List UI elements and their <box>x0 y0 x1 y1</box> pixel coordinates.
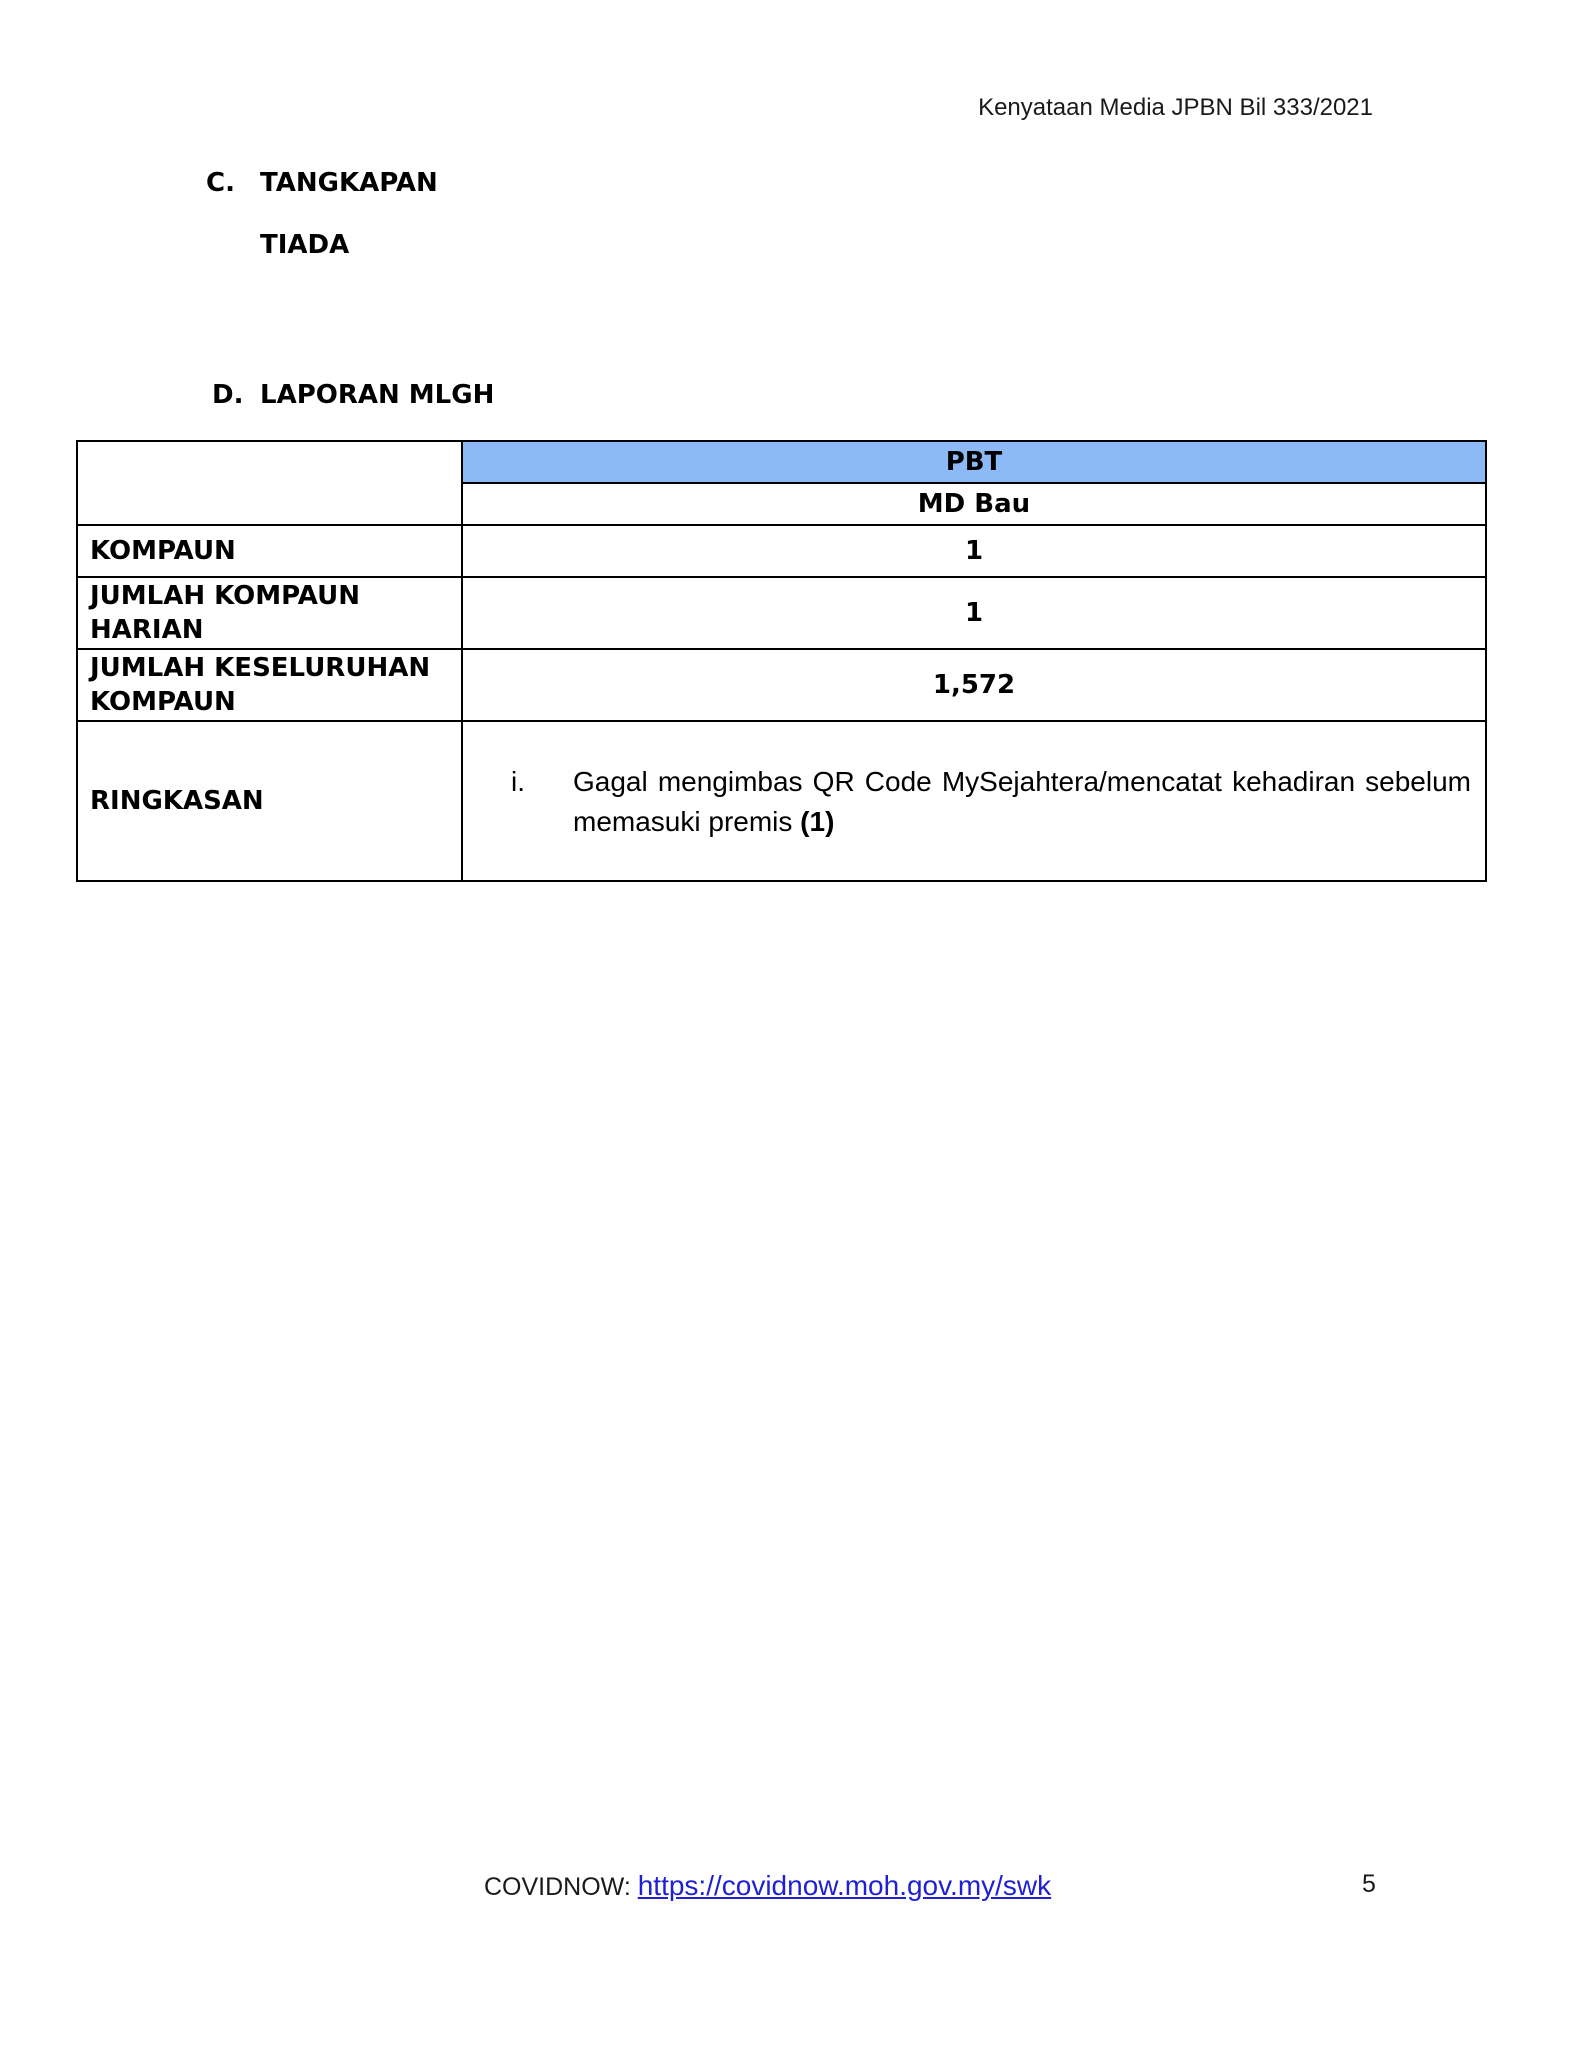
footer-prefix: COVIDNOW: <box>484 1873 631 1901</box>
document-reference: Kenyataan Media JPBN Bil 333/2021 <box>978 94 1373 121</box>
row-label-ringkasan: RINGKASAN <box>77 721 462 881</box>
row-label-kompaun: KOMPAUN <box>77 525 462 577</box>
table-row <box>77 649 1486 721</box>
section-d-letter: D. <box>212 380 244 410</box>
section-d-title: LAPORAN MLGH <box>260 380 495 410</box>
pbt-header-cell: PBT <box>462 441 1486 483</box>
list-item-text: Gagal mengimbas QR Code MySejahtera/mencatat kehadiran sebelum memasuki premis <box>573 766 1471 837</box>
table-header-row <box>77 441 1486 483</box>
mlgh-table <box>76 440 1487 882</box>
footer <box>484 1870 1051 1902</box>
row-label-jumlah-kompaun-harian: JUMLAH KOMPAUN HARIAN <box>77 577 462 649</box>
ringkasan-cell <box>462 721 1486 881</box>
list-item-count: (1) <box>800 806 835 837</box>
list-item-number: i. <box>511 766 525 797</box>
table-row <box>77 577 1486 649</box>
section-c-letter: C. <box>206 168 235 198</box>
table-row <box>77 525 1486 577</box>
row-label-jumlah-keseluruhan-kompaun: JUMLAH KESELURUHAN KOMPAUN <box>77 649 462 721</box>
section-c-title: TANGKAPAN <box>260 168 438 198</box>
section-d-heading <box>212 380 494 410</box>
covidnow-link[interactable]: https://covidnow.moh.gov.my/swk <box>637 1870 1052 1901</box>
row-value-kompaun: 1 <box>462 525 1486 577</box>
row-value-jumlah-kompaun-harian: 1 <box>462 577 1486 649</box>
section-c-heading <box>206 168 438 198</box>
list-item-text-wrapper <box>573 762 1471 842</box>
section-c-body: TIADA <box>260 230 350 260</box>
table-row <box>77 721 1486 881</box>
md-bau-header-cell: MD Bau <box>462 483 1486 525</box>
row-value-jumlah-keseluruhan-kompaun: 1,572 <box>462 649 1486 721</box>
table-corner-cell <box>77 441 462 525</box>
list-item <box>475 722 1473 880</box>
page-number: 5 <box>1362 1870 1376 1898</box>
